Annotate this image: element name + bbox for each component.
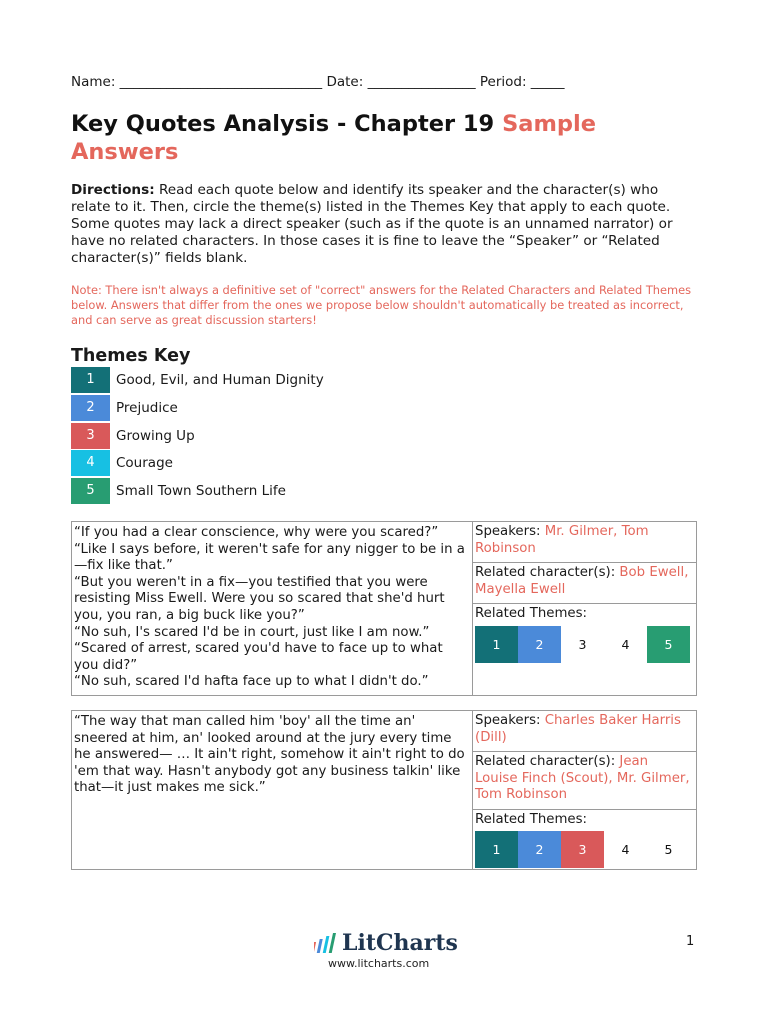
litcharts-logo[interactable] <box>314 929 464 959</box>
themes-key-heading: Themes Key <box>71 346 191 366</box>
theme-selector <box>475 831 690 868</box>
related-characters-label: Related character(s): <box>475 565 620 580</box>
note: Note: There isn't always a definitive set of "correct" answers for the Related Characters and Related Themes below. Answers that differ from the ones we propose below shouldn't automatically be treated as incorrect, and can serve as great discussion starters! <box>71 283 692 327</box>
quote-line: “No suh, I's scared I'd be in court, just like I am now.” <box>74 624 430 640</box>
theme-chip: 5 <box>647 626 690 663</box>
related-themes-label: Related Themes: <box>475 606 587 621</box>
theme-label: Good, Evil, and Human Dignity <box>116 372 324 388</box>
speakers-answer: Mr. Gilmer, Tom Robinson <box>475 524 649 556</box>
directions-text: Read each quote below and identify its speaker and the character(s) who relate to it. Then, circle the theme(s) listed in the Themes Key that apply to each quote. Some quotes may lack a direct speaker (such as if the quote is an unnamed narrator) or have no related characters. In those cases it is fine to leave the “Speaker” or “Related character(s)” fields blank. <box>71 182 673 266</box>
quote-text-cell <box>72 711 473 869</box>
related-characters-field <box>473 563 696 604</box>
theme-selector <box>475 626 690 663</box>
logo-wordmark: LitCharts <box>342 930 458 956</box>
theme-key-item <box>71 450 471 476</box>
title-main: Key Quotes Analysis - Chapter 19 <box>71 111 503 137</box>
theme-label: Prejudice <box>116 400 178 416</box>
theme-label: Courage <box>116 455 173 471</box>
theme-chip: 2 <box>518 831 561 868</box>
quote-text-cell <box>72 522 473 695</box>
theme-chip: 4 <box>621 637 630 652</box>
theme-chip: 4 <box>621 842 630 857</box>
quote-line: “But you weren't in a fix—you testified that you were resisting Miss Ewell. Were you so scared that she'd hurt you, you ran, a big buck like you?” <box>74 574 445 623</box>
answer-cell <box>473 522 696 695</box>
website-link[interactable]: www.litcharts.com <box>328 957 430 970</box>
theme-number-badge: 5 <box>71 478 110 504</box>
theme-number-badge: 1 <box>71 367 110 393</box>
directions-label: Directions: <box>71 182 155 198</box>
quote-line: “Scared of arrest, scared you'd have to face up to what you did?” <box>74 641 443 673</box>
page-number: 1 <box>686 934 695 949</box>
theme-chip: 2 <box>518 626 561 663</box>
directions <box>71 182 696 267</box>
related-characters-label: Related character(s): <box>475 754 620 769</box>
related-characters-field <box>473 752 696 810</box>
theme-number-badge: 4 <box>71 450 110 476</box>
quote-line: “No suh, scared I'd hafta face up to what I didn't do.” <box>74 674 429 690</box>
title-accent: Sample Answers <box>71 111 596 165</box>
theme-chip: 1 <box>475 626 518 663</box>
theme-key-item <box>71 367 471 393</box>
quote-table <box>71 710 697 870</box>
theme-number-badge: 3 <box>71 423 110 449</box>
related-characters-answer: Bob Ewell, Mayella Ewell <box>475 565 689 597</box>
theme-key-item <box>71 423 471 449</box>
theme-chip: 3 <box>578 637 587 652</box>
answer-cell <box>473 711 696 869</box>
logo-bars-icon <box>314 933 340 955</box>
theme-label: Small Town Southern Life <box>116 483 286 499</box>
theme-label: Growing Up <box>116 428 195 444</box>
student-info-line: Name: ______________________________ Date: ________________ Period: _____ <box>71 74 565 90</box>
theme-chip: 3 <box>561 831 604 868</box>
theme-key-item <box>71 478 471 504</box>
page-title <box>71 110 691 166</box>
related-themes-field <box>473 604 696 695</box>
related-themes-field <box>473 810 696 869</box>
speakers-answer: Charles Baker Harris (Dill) <box>475 713 681 745</box>
theme-number-badge: 2 <box>71 395 110 421</box>
quote-line: “If you had a clear conscience, why were you scared?” <box>74 525 439 540</box>
theme-chip: 5 <box>664 842 673 857</box>
speakers-label: Speakers: <box>475 524 545 539</box>
related-themes-label: Related Themes: <box>475 812 587 827</box>
quote-line: “Like I says before, it weren't safe for any nigger to be in a—fix like that.” <box>74 541 465 574</box>
theme-key-item <box>71 395 471 421</box>
speakers-field <box>473 711 696 752</box>
theme-chip: 1 <box>475 831 518 868</box>
speakers-label: Speakers: <box>475 713 545 728</box>
related-characters-answer: Jean Louise Finch (Scout), Mr. Gilmer, Tom Robinson <box>475 754 690 803</box>
quote-line: “The way that man called him 'boy' all the time an' sneered at him, an' looked around at the jury every time he answered— … It ain't right, somehow it ain't right to do 'em that way. Hasn't anybody got any business talkin' like that—it just makes me sick.” <box>74 714 465 796</box>
speakers-field <box>473 522 696 563</box>
quote-table <box>71 521 697 696</box>
